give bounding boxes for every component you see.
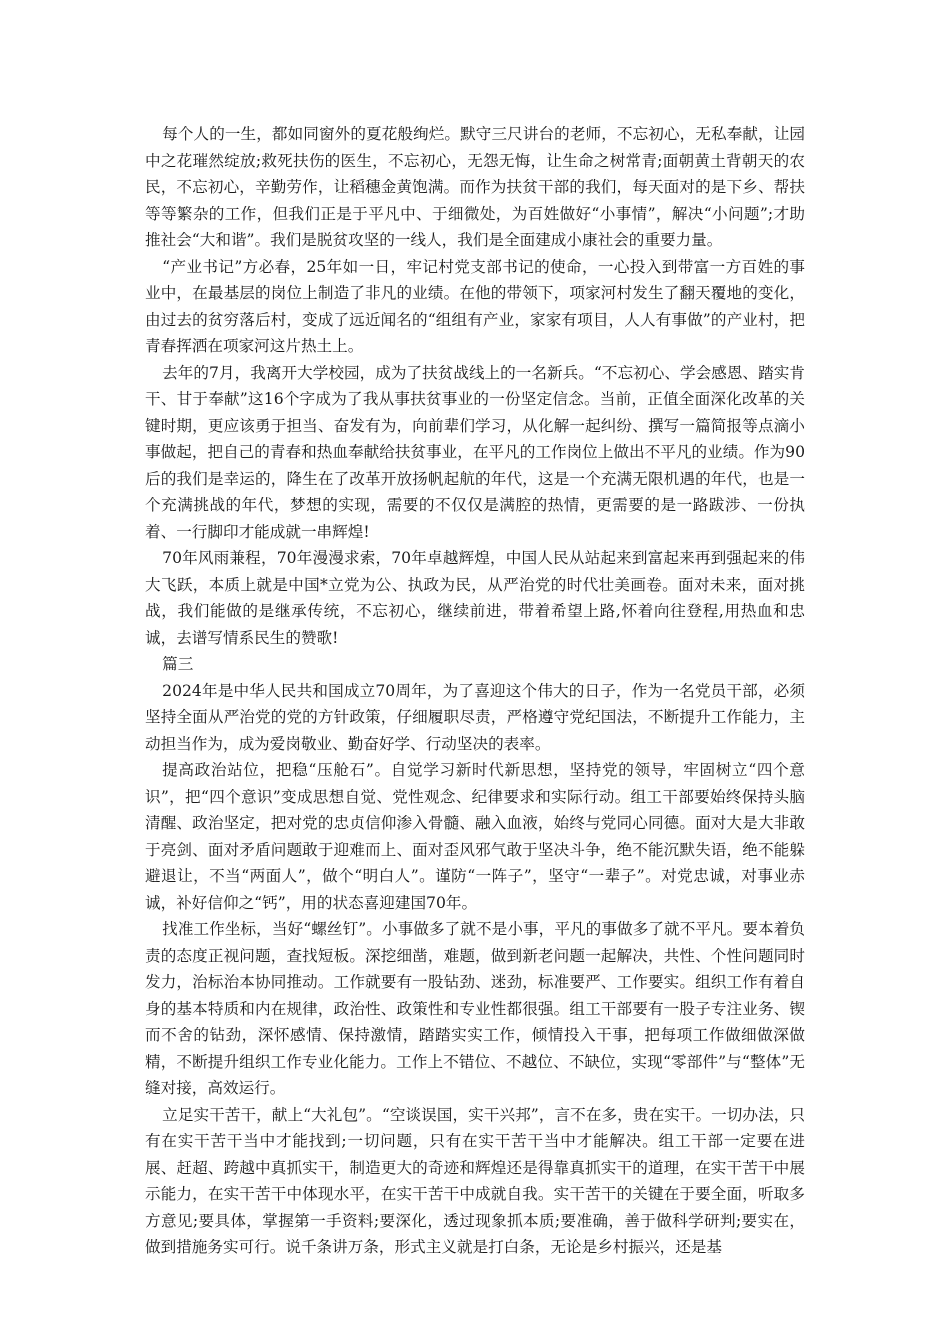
section-heading-part-three: 篇三 <box>162 655 194 673</box>
paragraph-seventy-years: 70年风雨兼程，70年漫漫求索，70年卓越辉煌，中国人民从站起来到富起来再到强起来的伟大飞跃，本质上就是中国*立党为公、执政为民，从严治党的时代壮美画卷。面对未来，面对挑战，我们能做的是继承传统，不忘初心，继续前进，带着希望上路,怀着向往登程,用热血和忠诚，去谱写情系民生的赞歌! <box>145 549 805 647</box>
paragraph-anniversary: 2024年是中华人民共和国成立70周年，为了喜迎这个伟大的日子，作为一名党员干部，必须坚持全面从严治党的党的方针政策，仔细履职尽责，严格遵守党纪国法，不断提升工作能力，主动担当作为，成为爱岗敬业、勤奋好学、行动坚决的表率。 <box>145 681 805 753</box>
paragraph-political-stance: 提高政治站位，把稳“压舱石”。自觉学习新时代新思想，坚持党的领导，牢固树立“四个意识”，把“四个意识”变成思想自觉、党性观念、纪律要求和实际行动。组工干部要始终保持头脑清醒、政治坚定，把对党的忠贞信仰渗入骨髓、融入血液，始终与党同心同德。面对大是大非敢于亮剑、面对矛盾问题敢于迎难而上、面对歪风邪气敢于坚决斗争，绝不能沉默失语，绝不能躲避退让，不当“两面人”，做个“明白人”。谨防“一阵子”，坚守“一辈子”。对党忠诚，对事业赤诚，补好信仰之“钙”，用的状态喜迎建国70年。 <box>145 761 805 912</box>
paragraph-summer-flowers: 每个人的一生，都如同窗外的夏花般绚烂。默守三尺讲台的老师，不忘初心，无私奉献，让园中之花璀然绽放;救死扶伤的医生，不忘初心，无怨无悔，让生命之树常青;面朝黄土背朝天的农民，不忘初心，辛勤劳作，让稻穗金黄饱满。而作为扶贫干部的我们，每天面对的是下乡、帮扶等等繁杂的工作，但我们正是于平凡中、于细微处，为百姓做好“小事情”，解决“小问题”;才助推社会“大和谐”。我们是脱贫攻坚的一线人，我们是全面建成小康社会的重要力量。 <box>145 125 805 249</box>
paragraph-work-coordinates: 找准工作坐标，当好“螺丝钉”。小事做多了就不是小事，平凡的事做多了就不平凡。要本着负责的态度正视问题，查找短板。深挖细凿，难题，做到新老问题一起解决，共性、个性问题同时发力，治标治本协同推动。工作就要有一股钻劲、迷劲，标准要严、工作要实。组织工作有着自身的基本特质和内在规律，政治性、政策性和专业性都很强。组工干部要有一股子专注业务、锲而不舍的钻劲，深怀感情、保持激情，踏踏实实工作，倾情投入干事，把每项工作做细做深做精，不断提升组织工作专业化能力。工作上不错位、不越位、不缺位，实现“零部件”与“整体”无缝对接，高效运行。 <box>145 920 805 1097</box>
paragraph-industry-secretary: “产业书记”方必春，25年如一日，牢记村党支部书记的使命，一心投入到带富一方百姓的事业中，在最基层的岗位上制造了非凡的业绩。在他的带领下，项家河村发生了翻天覆地的变化，由过去的贫穷落后村，变成了远近闻名的“组组有产业，家家有项目，人人有事做”的产业村，把青春挥洒在项家河这片热土上。 <box>145 257 805 355</box>
document-body <box>145 121 805 1261</box>
paragraph-hard-work: 立足实干苦干，献上“大礼包”。“空谈误国，实干兴邦”，言不在多，贵在实干。一切办法，只有在实干苦干当中才能找到;一切问题，只有在实干苦干当中才能解决。组工干部一定要在进展、赶超、跨越中真抓实干，制造更大的奇迹和辉煌还是得靠真抓实干的道理，在实干苦干中展示能力，在实干苦干中体现水平，在实干苦干中成就自我。实干苦干的关键在于要全面，听取多方意见;要具体，掌握第一手资料;要深化，透过现象抓本质;要准确，善于做科学研判;要实在，做到措施务实可行。说千条讲万条，形式主义就是打白条，无论是乡村振兴，还是基 <box>145 1105 805 1256</box>
paragraph-new-soldier: 去年的7月，我离开大学校园，成为了扶贫战线上的一名新兵。“不忘初心、学会感恩、踏实肯干、甘于奉献”这16个字成为了我从事扶贫事业的一份坚定信念。当前，正值全面深化改革的关键时期，更应该勇于担当、奋发有为，向前辈们学习，从化解一起纠纷、撰写一篇简报等点滴小事做起，把自己的青春和热血奉献给扶贫事业，在平凡的工作岗位上做出不平凡的业绩。作为90后的我们是幸运的，降生在了改革开放扬帆起航的年代，这是一个充满无限机遇的年代，也是一个充满挑战的年代，梦想的实现，需要的不仅仅是满腔的热情，更需要的是一路跋涉、一份执着、一行脚印才能成就一串辉煌! <box>145 363 805 541</box>
